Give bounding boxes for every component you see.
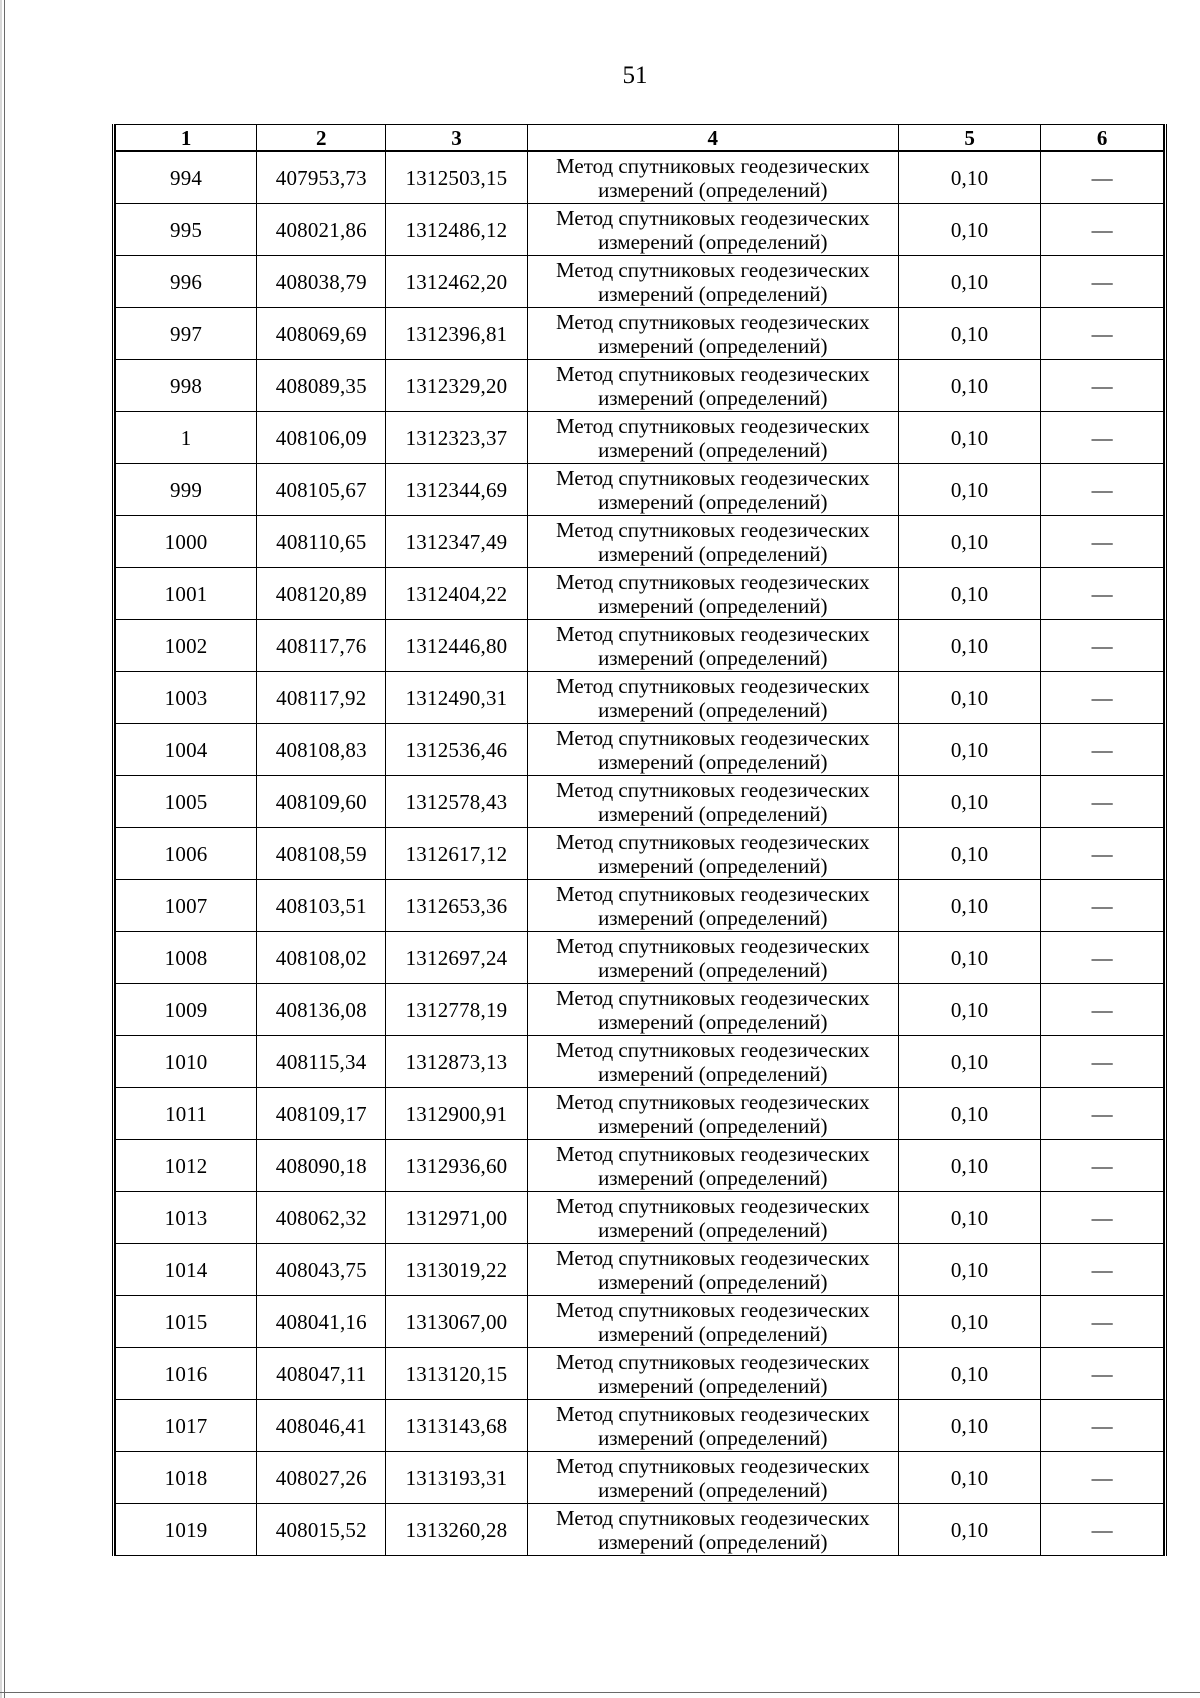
point-number-cell: 1011 bbox=[116, 1088, 257, 1140]
column-6-dash-cell: — bbox=[1041, 412, 1164, 464]
header-cell-3: 3 bbox=[386, 125, 527, 152]
method-cell bbox=[527, 620, 898, 672]
column-6-dash-cell: — bbox=[1041, 1192, 1164, 1244]
x-coordinate-cell: 408062,32 bbox=[257, 1192, 386, 1244]
method-cell bbox=[527, 412, 898, 464]
table-row bbox=[116, 1140, 1164, 1192]
table-row bbox=[116, 204, 1164, 256]
table-row bbox=[116, 1348, 1164, 1400]
accuracy-cell: 0,10 bbox=[898, 984, 1040, 1036]
point-number-cell: 1016 bbox=[116, 1348, 257, 1400]
method-line-2: измерений (определений) bbox=[598, 1373, 828, 1398]
table-row bbox=[116, 1244, 1164, 1296]
accuracy-cell: 0,10 bbox=[898, 516, 1040, 568]
method-line-2: измерений (определений) bbox=[598, 1217, 828, 1242]
method-cell bbox=[527, 1296, 898, 1348]
column-6-dash-cell: — bbox=[1041, 880, 1164, 932]
y-coordinate-cell: 1312873,13 bbox=[386, 1036, 527, 1088]
method-line-1: Метод спутниковых геодезических bbox=[555, 1193, 870, 1218]
method-line-2: измерений (определений) bbox=[598, 801, 828, 826]
header-cell-6: 6 bbox=[1041, 125, 1164, 152]
table-row bbox=[116, 776, 1164, 828]
point-number-cell: 1004 bbox=[116, 724, 257, 776]
table-row bbox=[116, 1296, 1164, 1348]
y-coordinate-cell: 1312344,69 bbox=[386, 464, 527, 516]
column-6-dash-cell: — bbox=[1041, 360, 1164, 412]
method-cell bbox=[527, 1348, 898, 1400]
method-line-2: измерений (определений) bbox=[598, 1425, 828, 1450]
column-6-dash-cell: — bbox=[1041, 1452, 1164, 1504]
method-line-2: измерений (определений) bbox=[598, 541, 828, 566]
method-cell bbox=[527, 308, 898, 360]
method-cell bbox=[527, 568, 898, 620]
column-6-dash-cell: — bbox=[1041, 724, 1164, 776]
point-number-cell: 1009 bbox=[116, 984, 257, 1036]
method-line-2: измерений (определений) bbox=[598, 437, 828, 462]
y-coordinate-cell: 1313193,31 bbox=[386, 1452, 527, 1504]
column-6-dash-cell: — bbox=[1041, 1088, 1164, 1140]
y-coordinate-cell: 1312329,20 bbox=[386, 360, 527, 412]
accuracy-cell: 0,10 bbox=[898, 1504, 1040, 1556]
x-coordinate-cell: 408108,02 bbox=[257, 932, 386, 984]
method-cell bbox=[527, 828, 898, 880]
table-row bbox=[116, 1400, 1164, 1452]
point-number-cell: 1015 bbox=[116, 1296, 257, 1348]
table-row bbox=[116, 984, 1164, 1036]
x-coordinate-cell: 408089,35 bbox=[257, 360, 386, 412]
y-coordinate-cell: 1312323,37 bbox=[386, 412, 527, 464]
accuracy-cell: 0,10 bbox=[898, 308, 1040, 360]
accuracy-cell: 0,10 bbox=[898, 1348, 1040, 1400]
y-coordinate-cell: 1313067,00 bbox=[386, 1296, 527, 1348]
table-row bbox=[116, 1452, 1164, 1504]
x-coordinate-cell: 408047,11 bbox=[257, 1348, 386, 1400]
y-coordinate-cell: 1312404,22 bbox=[386, 568, 527, 620]
method-line-1: Метод спутниковых геодезических bbox=[555, 725, 870, 750]
y-coordinate-cell: 1312578,43 bbox=[386, 776, 527, 828]
accuracy-cell: 0,10 bbox=[898, 1400, 1040, 1452]
method-line-1: Метод спутниковых геодезических bbox=[555, 829, 870, 854]
x-coordinate-cell: 408105,67 bbox=[257, 464, 386, 516]
point-number-cell: 1000 bbox=[116, 516, 257, 568]
method-cell bbox=[527, 880, 898, 932]
accuracy-cell: 0,10 bbox=[898, 1192, 1040, 1244]
table-row bbox=[116, 151, 1164, 204]
column-6-dash-cell: — bbox=[1041, 776, 1164, 828]
point-number-cell: 997 bbox=[116, 308, 257, 360]
method-line-2: измерений (определений) bbox=[598, 645, 828, 670]
column-6-dash-cell: — bbox=[1041, 151, 1164, 204]
table-row bbox=[116, 880, 1164, 932]
method-line-1: Метод спутниковых геодезических bbox=[555, 153, 870, 178]
point-number-cell: 1013 bbox=[116, 1192, 257, 1244]
method-cell bbox=[527, 204, 898, 256]
method-line-1: Метод спутниковых геодезических bbox=[555, 517, 870, 542]
y-coordinate-cell: 1312347,49 bbox=[386, 516, 527, 568]
accuracy-cell: 0,10 bbox=[898, 360, 1040, 412]
method-line-2: измерений (определений) bbox=[598, 1165, 828, 1190]
accuracy-cell: 0,10 bbox=[898, 880, 1040, 932]
method-line-1: Метод спутниковых геодезических bbox=[555, 985, 870, 1010]
method-line-1: Метод спутниковых геодезических bbox=[555, 881, 870, 906]
accuracy-cell: 0,10 bbox=[898, 724, 1040, 776]
point-number-cell: 1017 bbox=[116, 1400, 257, 1452]
header-cell-5: 5 bbox=[898, 125, 1040, 152]
x-coordinate-cell: 408117,76 bbox=[257, 620, 386, 672]
point-number-cell: 998 bbox=[116, 360, 257, 412]
y-coordinate-cell: 1312900,91 bbox=[386, 1088, 527, 1140]
y-coordinate-cell: 1313143,68 bbox=[386, 1400, 527, 1452]
x-coordinate-cell: 408109,60 bbox=[257, 776, 386, 828]
point-number-cell: 1007 bbox=[116, 880, 257, 932]
point-number-cell: 995 bbox=[116, 204, 257, 256]
column-6-dash-cell: — bbox=[1041, 1400, 1164, 1452]
column-6-dash-cell: — bbox=[1041, 568, 1164, 620]
point-number-cell: 1005 bbox=[116, 776, 257, 828]
column-6-dash-cell: — bbox=[1041, 516, 1164, 568]
method-line-2: измерений (определений) bbox=[598, 229, 828, 254]
method-cell bbox=[527, 1244, 898, 1296]
x-coordinate-cell: 408108,59 bbox=[257, 828, 386, 880]
column-6-dash-cell: — bbox=[1041, 828, 1164, 880]
method-line-2: измерений (определений) bbox=[598, 697, 828, 722]
y-coordinate-cell: 1312462,20 bbox=[386, 256, 527, 308]
method-cell bbox=[527, 1036, 898, 1088]
column-6-dash-cell: — bbox=[1041, 1244, 1164, 1296]
point-number-cell: 1006 bbox=[116, 828, 257, 880]
x-coordinate-cell: 408046,41 bbox=[257, 1400, 386, 1452]
accuracy-cell: 0,10 bbox=[898, 151, 1040, 204]
column-6-dash-cell: — bbox=[1041, 1348, 1164, 1400]
table-row bbox=[116, 1036, 1164, 1088]
table-body bbox=[116, 151, 1164, 1556]
accuracy-cell: 0,10 bbox=[898, 1036, 1040, 1088]
column-6-dash-cell: — bbox=[1041, 464, 1164, 516]
method-line-1: Метод спутниковых геодезических bbox=[555, 205, 870, 230]
table-row bbox=[116, 464, 1164, 516]
x-coordinate-cell: 408117,92 bbox=[257, 672, 386, 724]
method-cell bbox=[527, 360, 898, 412]
method-line-2: измерений (определений) bbox=[598, 177, 828, 202]
point-number-cell: 1001 bbox=[116, 568, 257, 620]
x-coordinate-cell: 408090,18 bbox=[257, 1140, 386, 1192]
table-row bbox=[116, 568, 1164, 620]
method-line-1: Метод спутниковых геодезических bbox=[555, 465, 870, 490]
method-line-1: Метод спутниковых геодезических bbox=[555, 1037, 870, 1062]
y-coordinate-cell: 1313120,15 bbox=[386, 1348, 527, 1400]
scan-bottom-edge-line bbox=[0, 1692, 1200, 1693]
x-coordinate-cell: 408038,79 bbox=[257, 256, 386, 308]
x-coordinate-cell: 408041,16 bbox=[257, 1296, 386, 1348]
method-line-2: измерений (определений) bbox=[598, 385, 828, 410]
scan-left-edge-line bbox=[4, 0, 5, 1698]
method-line-1: Метод спутниковых геодезических bbox=[555, 413, 870, 438]
x-coordinate-cell: 408110,65 bbox=[257, 516, 386, 568]
method-cell bbox=[527, 516, 898, 568]
column-6-dash-cell: — bbox=[1041, 308, 1164, 360]
method-line-2: измерений (определений) bbox=[598, 957, 828, 982]
accuracy-cell: 0,10 bbox=[898, 568, 1040, 620]
point-number-cell: 994 bbox=[116, 151, 257, 204]
method-cell bbox=[527, 1140, 898, 1192]
x-coordinate-cell: 408069,69 bbox=[257, 308, 386, 360]
table-row bbox=[116, 620, 1164, 672]
point-number-cell: 1018 bbox=[116, 1452, 257, 1504]
method-cell bbox=[527, 1400, 898, 1452]
x-coordinate-cell: 408043,75 bbox=[257, 1244, 386, 1296]
method-line-1: Метод спутниковых геодезических bbox=[555, 1297, 870, 1322]
header-cell-1: 1 bbox=[116, 125, 257, 152]
point-number-cell: 1 bbox=[116, 412, 257, 464]
accuracy-cell: 0,10 bbox=[898, 1140, 1040, 1192]
accuracy-cell: 0,10 bbox=[898, 620, 1040, 672]
x-coordinate-cell: 408015,52 bbox=[257, 1504, 386, 1556]
method-cell bbox=[527, 932, 898, 984]
column-6-dash-cell: — bbox=[1041, 984, 1164, 1036]
y-coordinate-cell: 1312446,80 bbox=[386, 620, 527, 672]
point-number-cell: 1010 bbox=[116, 1036, 257, 1088]
x-coordinate-cell: 408136,08 bbox=[257, 984, 386, 1036]
header-cell-2: 2 bbox=[257, 125, 386, 152]
page-number: 51 bbox=[622, 62, 648, 89]
method-line-2: измерений (определений) bbox=[598, 1061, 828, 1086]
table-row bbox=[116, 1192, 1164, 1244]
method-cell bbox=[527, 724, 898, 776]
accuracy-cell: 0,10 bbox=[898, 1296, 1040, 1348]
accuracy-cell: 0,10 bbox=[898, 256, 1040, 308]
y-coordinate-cell: 1312936,60 bbox=[386, 1140, 527, 1192]
method-line-1: Метод спутниковых геодезических bbox=[555, 1453, 870, 1478]
column-6-dash-cell: — bbox=[1041, 1140, 1164, 1192]
method-cell bbox=[527, 1504, 898, 1556]
accuracy-cell: 0,10 bbox=[898, 932, 1040, 984]
method-line-2: измерений (определений) bbox=[598, 281, 828, 306]
scan-left-edge-shadow bbox=[0, 0, 2, 1698]
table-frame bbox=[112, 124, 1167, 1556]
column-6-dash-cell: — bbox=[1041, 204, 1164, 256]
table-row bbox=[116, 256, 1164, 308]
y-coordinate-cell: 1312697,24 bbox=[386, 932, 527, 984]
table-row bbox=[116, 672, 1164, 724]
method-line-1: Метод спутниковых геодезических bbox=[555, 257, 870, 282]
y-coordinate-cell: 1312653,36 bbox=[386, 880, 527, 932]
x-coordinate-cell: 408120,89 bbox=[257, 568, 386, 620]
method-line-2: измерений (определений) bbox=[598, 905, 828, 930]
y-coordinate-cell: 1312536,46 bbox=[386, 724, 527, 776]
table-row bbox=[116, 1088, 1164, 1140]
y-coordinate-cell: 1312617,12 bbox=[386, 828, 527, 880]
method-line-1: Метод спутниковых геодезических bbox=[555, 673, 870, 698]
x-coordinate-cell: 408106,09 bbox=[257, 412, 386, 464]
method-cell bbox=[527, 776, 898, 828]
column-6-dash-cell: — bbox=[1041, 672, 1164, 724]
accuracy-cell: 0,10 bbox=[898, 828, 1040, 880]
method-line-1: Метод спутниковых геодезических bbox=[555, 621, 870, 646]
coordinates-table bbox=[115, 124, 1164, 1556]
y-coordinate-cell: 1313019,22 bbox=[386, 1244, 527, 1296]
method-line-2: измерений (определений) bbox=[598, 489, 828, 514]
point-number-cell: 1012 bbox=[116, 1140, 257, 1192]
method-line-2: измерений (определений) bbox=[598, 1113, 828, 1138]
column-6-dash-cell: — bbox=[1041, 1036, 1164, 1088]
method-line-1: Метод спутниковых геодезических bbox=[555, 1401, 870, 1426]
method-line-1: Метод спутниковых геодезических bbox=[555, 1245, 870, 1270]
table-header-row bbox=[116, 125, 1164, 152]
x-coordinate-cell: 407953,73 bbox=[257, 151, 386, 204]
table-row bbox=[116, 932, 1164, 984]
y-coordinate-cell: 1312778,19 bbox=[386, 984, 527, 1036]
accuracy-cell: 0,10 bbox=[898, 776, 1040, 828]
method-line-2: измерений (определений) bbox=[598, 853, 828, 878]
method-cell bbox=[527, 151, 898, 204]
point-number-cell: 1014 bbox=[116, 1244, 257, 1296]
y-coordinate-cell: 1312396,81 bbox=[386, 308, 527, 360]
point-number-cell: 1019 bbox=[116, 1504, 257, 1556]
y-coordinate-cell: 1312503,15 bbox=[386, 151, 527, 204]
method-cell bbox=[527, 1088, 898, 1140]
method-cell bbox=[527, 672, 898, 724]
x-coordinate-cell: 408109,17 bbox=[257, 1088, 386, 1140]
x-coordinate-cell: 408027,26 bbox=[257, 1452, 386, 1504]
column-6-dash-cell: — bbox=[1041, 932, 1164, 984]
method-line-1: Метод спутниковых геодезических bbox=[555, 569, 870, 594]
method-cell bbox=[527, 1452, 898, 1504]
table-row bbox=[116, 828, 1164, 880]
table-row bbox=[116, 360, 1164, 412]
x-coordinate-cell: 408108,83 bbox=[257, 724, 386, 776]
method-line-2: измерений (определений) bbox=[598, 593, 828, 618]
method-line-1: Метод спутниковых геодезических bbox=[555, 933, 870, 958]
method-line-2: измерений (определений) bbox=[598, 333, 828, 358]
method-line-2: измерений (определений) bbox=[598, 1529, 828, 1554]
method-line-2: измерений (определений) bbox=[598, 1477, 828, 1502]
y-coordinate-cell: 1313260,28 bbox=[386, 1504, 527, 1556]
point-number-cell: 996 bbox=[116, 256, 257, 308]
header-cell-4: 4 bbox=[527, 125, 898, 152]
column-6-dash-cell: — bbox=[1041, 1504, 1164, 1556]
y-coordinate-cell: 1312490,31 bbox=[386, 672, 527, 724]
point-number-cell: 1003 bbox=[116, 672, 257, 724]
column-6-dash-cell: — bbox=[1041, 1296, 1164, 1348]
table-row bbox=[116, 724, 1164, 776]
method-line-1: Метод спутниковых геодезических bbox=[555, 1089, 870, 1114]
accuracy-cell: 0,10 bbox=[898, 464, 1040, 516]
method-line-1: Метод спутниковых геодезических bbox=[555, 1505, 870, 1530]
table-row bbox=[116, 308, 1164, 360]
accuracy-cell: 0,10 bbox=[898, 1088, 1040, 1140]
point-number-cell: 1008 bbox=[116, 932, 257, 984]
accuracy-cell: 0,10 bbox=[898, 1452, 1040, 1504]
method-line-1: Метод спутниковых геодезических bbox=[555, 1141, 870, 1166]
x-coordinate-cell: 408021,86 bbox=[257, 204, 386, 256]
method-cell bbox=[527, 1192, 898, 1244]
y-coordinate-cell: 1312486,12 bbox=[386, 204, 527, 256]
column-6-dash-cell: — bbox=[1041, 620, 1164, 672]
point-number-cell: 1002 bbox=[116, 620, 257, 672]
point-number-cell: 999 bbox=[116, 464, 257, 516]
x-coordinate-cell: 408103,51 bbox=[257, 880, 386, 932]
method-line-2: измерений (определений) bbox=[598, 1269, 828, 1294]
method-line-1: Метод спутниковых геодезических bbox=[555, 309, 870, 334]
method-line-1: Метод спутниковых геодезических bbox=[555, 361, 870, 386]
method-line-1: Метод спутниковых геодезических bbox=[555, 1349, 870, 1374]
accuracy-cell: 0,10 bbox=[898, 204, 1040, 256]
accuracy-cell: 0,10 bbox=[898, 1244, 1040, 1296]
column-6-dash-cell: — bbox=[1041, 256, 1164, 308]
method-cell bbox=[527, 984, 898, 1036]
table-row bbox=[116, 1504, 1164, 1556]
method-line-2: измерений (определений) bbox=[598, 749, 828, 774]
accuracy-cell: 0,10 bbox=[898, 412, 1040, 464]
y-coordinate-cell: 1312971,00 bbox=[386, 1192, 527, 1244]
accuracy-cell: 0,10 bbox=[898, 672, 1040, 724]
table-row bbox=[116, 516, 1164, 568]
method-cell bbox=[527, 256, 898, 308]
method-cell bbox=[527, 464, 898, 516]
method-line-1: Метод спутниковых геодезических bbox=[555, 777, 870, 802]
method-line-2: измерений (определений) bbox=[598, 1321, 828, 1346]
table-row bbox=[116, 412, 1164, 464]
method-line-2: измерений (определений) bbox=[598, 1009, 828, 1034]
x-coordinate-cell: 408115,34 bbox=[257, 1036, 386, 1088]
